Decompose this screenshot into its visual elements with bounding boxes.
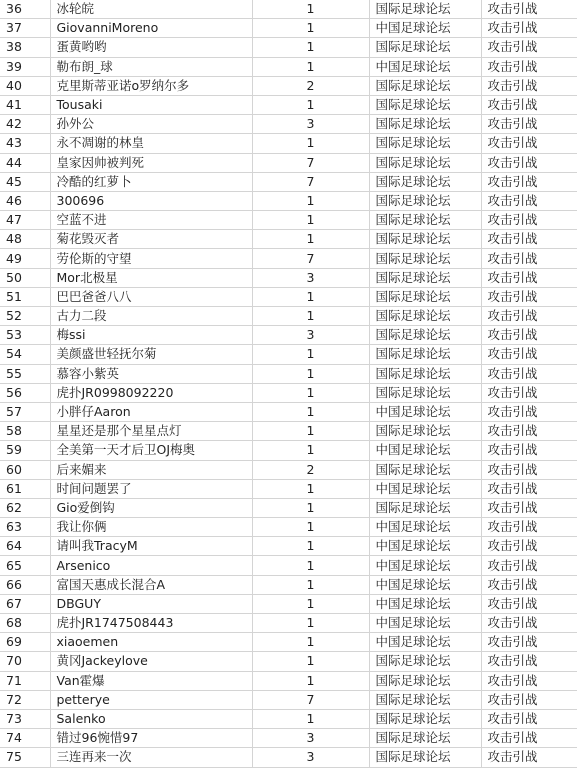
username-cell[interactable]: 永不凋谢的林皇 <box>50 134 252 153</box>
table-row <box>0 556 577 575</box>
count-cell[interactable]: 1 <box>252 498 369 517</box>
username-cell[interactable]: 冷酷的红萝卜 <box>50 172 252 191</box>
row-number-cell[interactable]: 57 <box>0 402 50 421</box>
forum-cell[interactable]: 国际足球论坛 <box>369 191 481 210</box>
table-row <box>0 326 577 345</box>
row-number-cell[interactable]: 47 <box>0 211 50 230</box>
table-row <box>0 709 577 728</box>
count-cell[interactable]: 1 <box>252 537 369 556</box>
row-number-cell[interactable]: 51 <box>0 287 50 306</box>
row-number-cell[interactable]: 36 <box>0 0 50 19</box>
row-number-cell[interactable]: 59 <box>0 441 50 460</box>
row-number-cell[interactable]: 75 <box>0 748 50 767</box>
table-row <box>0 230 577 249</box>
count-cell[interactable]: 1 <box>252 441 369 460</box>
count-cell[interactable]: 1 <box>252 364 369 383</box>
count-cell[interactable]: 1 <box>252 287 369 306</box>
forum-cell[interactable]: 中国足球论坛 <box>369 19 481 38</box>
forum-cell[interactable]: 国际足球论坛 <box>369 364 481 383</box>
username-cell[interactable]: Arsenico <box>50 556 252 575</box>
reason-cell[interactable]: 攻击引战 <box>481 268 577 287</box>
table-row <box>0 19 577 38</box>
count-cell[interactable]: 1 <box>252 518 369 537</box>
table-row <box>0 479 577 498</box>
count-cell[interactable]: 1 <box>252 422 369 441</box>
table-row <box>0 402 577 421</box>
row-number-cell[interactable]: 56 <box>0 383 50 402</box>
reason-cell[interactable]: 攻击引战 <box>481 633 577 652</box>
forum-cell[interactable]: 国际足球论坛 <box>369 326 481 345</box>
forum-cell[interactable]: 国际足球论坛 <box>369 498 481 517</box>
username-cell[interactable]: Van霍爆 <box>50 671 252 690</box>
reason-cell[interactable]: 攻击引战 <box>481 230 577 249</box>
table-row <box>0 594 577 613</box>
count-cell[interactable]: 1 <box>252 345 369 364</box>
forum-cell[interactable]: 中国足球论坛 <box>369 57 481 76</box>
table-row <box>0 287 577 306</box>
table-row <box>0 537 577 556</box>
reason-cell[interactable]: 攻击引战 <box>481 441 577 460</box>
forum-cell[interactable]: 国际足球论坛 <box>369 422 481 441</box>
reason-cell[interactable]: 攻击引战 <box>481 172 577 191</box>
forum-cell[interactable]: 中国足球论坛 <box>369 518 481 537</box>
forum-cell[interactable]: 国际足球论坛 <box>369 76 481 95</box>
forum-cell[interactable]: 中国足球论坛 <box>369 479 481 498</box>
row-number-cell[interactable]: 64 <box>0 537 50 556</box>
row-number-cell[interactable]: 61 <box>0 479 50 498</box>
reason-cell[interactable]: 攻击引战 <box>481 153 577 172</box>
count-cell[interactable]: 7 <box>252 172 369 191</box>
username-cell[interactable]: 我让你俩 <box>50 518 252 537</box>
row-number-cell[interactable]: 52 <box>0 307 50 326</box>
reason-cell[interactable]: 攻击引战 <box>481 614 577 633</box>
forum-cell[interactable]: 国际足球论坛 <box>369 345 481 364</box>
count-cell[interactable]: 1 <box>252 633 369 652</box>
username-cell[interactable]: 菊花毁灭者 <box>50 230 252 249</box>
forum-cell[interactable]: 国际足球论坛 <box>369 0 481 19</box>
username-cell[interactable]: 克里斯蒂亚诺o罗纳尔多 <box>50 76 252 95</box>
forum-cell[interactable]: 国际足球论坛 <box>369 307 481 326</box>
table-row <box>0 748 577 767</box>
table-row <box>0 211 577 230</box>
username-cell[interactable]: GiovanniMoreno <box>50 19 252 38</box>
count-cell[interactable]: 3 <box>252 268 369 287</box>
table-row <box>0 383 577 402</box>
username-cell[interactable]: 空蓝不进 <box>50 211 252 230</box>
forum-cell[interactable]: 国际足球论坛 <box>369 729 481 748</box>
row-number-cell[interactable]: 66 <box>0 575 50 594</box>
username-cell[interactable]: Gio爱倒钩 <box>50 498 252 517</box>
table-row <box>0 268 577 287</box>
forum-cell[interactable]: 国际足球论坛 <box>369 460 481 479</box>
username-cell[interactable]: petterye <box>50 690 252 709</box>
row-number-cell[interactable]: 54 <box>0 345 50 364</box>
row-number-cell[interactable]: 50 <box>0 268 50 287</box>
count-cell[interactable]: 7 <box>252 690 369 709</box>
reason-cell[interactable]: 攻击引战 <box>481 518 577 537</box>
row-number-cell[interactable]: 37 <box>0 19 50 38</box>
row-number-cell[interactable]: 38 <box>0 38 50 57</box>
count-cell[interactable]: 1 <box>252 594 369 613</box>
count-cell[interactable]: 1 <box>252 383 369 402</box>
count-cell[interactable]: 1 <box>252 38 369 57</box>
username-cell[interactable]: 后来媚来 <box>50 460 252 479</box>
table-row <box>0 134 577 153</box>
table-row <box>0 729 577 748</box>
username-cell[interactable]: 勒布朗_球 <box>50 57 252 76</box>
username-cell[interactable]: 300696 <box>50 191 252 210</box>
row-number-cell[interactable]: 39 <box>0 57 50 76</box>
count-cell[interactable]: 1 <box>252 134 369 153</box>
reason-cell[interactable]: 攻击引战 <box>481 671 577 690</box>
table-row <box>0 690 577 709</box>
forum-cell[interactable]: 国际足球论坛 <box>369 172 481 191</box>
username-cell[interactable]: xiaoemen <box>50 633 252 652</box>
count-cell[interactable]: 1 <box>252 191 369 210</box>
count-cell[interactable]: 1 <box>252 479 369 498</box>
username-cell[interactable]: 星星还是那个星星点灯 <box>50 422 252 441</box>
row-number-cell[interactable]: 55 <box>0 364 50 383</box>
count-cell[interactable]: 1 <box>252 575 369 594</box>
row-number-cell[interactable]: 53 <box>0 326 50 345</box>
table-row <box>0 518 577 537</box>
reason-cell[interactable]: 攻击引战 <box>481 57 577 76</box>
row-number-cell[interactable]: 58 <box>0 422 50 441</box>
count-cell[interactable]: 1 <box>252 307 369 326</box>
table-row <box>0 307 577 326</box>
count-cell[interactable]: 1 <box>252 402 369 421</box>
forum-cell[interactable]: 中国足球论坛 <box>369 575 481 594</box>
row-number-cell[interactable]: 70 <box>0 652 50 671</box>
username-cell[interactable]: 虎扑JR0998092220 <box>50 383 252 402</box>
reason-cell[interactable]: 攻击引战 <box>481 479 577 498</box>
reason-cell[interactable]: 攻击引战 <box>481 134 577 153</box>
username-cell[interactable]: 请叫我TracyM <box>50 537 252 556</box>
row-number-cell[interactable]: 62 <box>0 498 50 517</box>
row-number-cell[interactable]: 48 <box>0 230 50 249</box>
forum-cell[interactable]: 中国足球论坛 <box>369 402 481 421</box>
forum-cell[interactable]: 国际足球论坛 <box>369 249 481 268</box>
table-row <box>0 671 577 690</box>
reason-cell[interactable]: 攻击引战 <box>481 556 577 575</box>
row-number-cell[interactable]: 41 <box>0 95 50 114</box>
table-row <box>0 614 577 633</box>
username-cell[interactable]: 孙外公 <box>50 115 252 134</box>
reason-cell[interactable]: 攻击引战 <box>481 422 577 441</box>
forum-cell[interactable]: 国际足球论坛 <box>369 95 481 114</box>
count-cell[interactable]: 1 <box>252 0 369 19</box>
username-cell[interactable]: 古力二段 <box>50 307 252 326</box>
forum-cell[interactable]: 国际足球论坛 <box>369 134 481 153</box>
reason-cell[interactable]: 攻击引战 <box>481 383 577 402</box>
table-row <box>0 172 577 191</box>
table-row <box>0 153 577 172</box>
table-row <box>0 0 577 19</box>
forum-cell[interactable]: 国际足球论坛 <box>369 38 481 57</box>
table-row <box>0 498 577 517</box>
username-cell[interactable]: 三连再来一次 <box>50 748 252 767</box>
forum-cell[interactable]: 中国足球论坛 <box>369 633 481 652</box>
row-number-cell[interactable]: 63 <box>0 518 50 537</box>
reason-cell[interactable]: 攻击引战 <box>481 191 577 210</box>
username-cell[interactable]: 富国天惠成长混合A <box>50 575 252 594</box>
forum-cell[interactable]: 国际足球论坛 <box>369 671 481 690</box>
reason-cell[interactable]: 攻击引战 <box>481 76 577 95</box>
username-cell[interactable]: 黄冈Jackeylove <box>50 652 252 671</box>
table-row <box>0 633 577 652</box>
forum-cell[interactable]: 国际足球论坛 <box>369 652 481 671</box>
row-number-cell[interactable]: 69 <box>0 633 50 652</box>
table-row <box>0 95 577 114</box>
reason-cell[interactable]: 攻击引战 <box>481 594 577 613</box>
row-number-cell[interactable]: 73 <box>0 709 50 728</box>
forum-cell[interactable]: 国际足球论坛 <box>369 287 481 306</box>
reason-cell[interactable]: 攻击引战 <box>481 575 577 594</box>
forum-cell[interactable]: 国际足球论坛 <box>369 709 481 728</box>
count-cell[interactable]: 7 <box>252 153 369 172</box>
count-cell[interactable]: 3 <box>252 748 369 767</box>
username-cell[interactable]: 虎扑JR1747508443 <box>50 614 252 633</box>
username-cell[interactable]: 冰轮皖 <box>50 0 252 19</box>
username-cell[interactable]: Salenko <box>50 709 252 728</box>
count-cell[interactable]: 3 <box>252 326 369 345</box>
count-cell[interactable]: 3 <box>252 729 369 748</box>
reason-cell[interactable]: 攻击引战 <box>481 287 577 306</box>
count-cell[interactable]: 7 <box>252 249 369 268</box>
row-number-cell[interactable]: 46 <box>0 191 50 210</box>
reason-cell[interactable]: 攻击引战 <box>481 460 577 479</box>
count-cell[interactable]: 1 <box>252 556 369 575</box>
count-cell[interactable]: 1 <box>252 652 369 671</box>
username-cell[interactable]: 时间问题罢了 <box>50 479 252 498</box>
reason-cell[interactable]: 攻击引战 <box>481 211 577 230</box>
reason-cell[interactable]: 攻击引战 <box>481 345 577 364</box>
forum-cell[interactable]: 国际足球论坛 <box>369 748 481 767</box>
row-number-cell[interactable]: 60 <box>0 460 50 479</box>
reason-cell[interactable]: 攻击引战 <box>481 0 577 19</box>
row-number-cell[interactable]: 65 <box>0 556 50 575</box>
forum-cell[interactable]: 国际足球论坛 <box>369 211 481 230</box>
reason-cell[interactable]: 攻击引战 <box>481 307 577 326</box>
reason-cell[interactable]: 攻击引战 <box>481 95 577 114</box>
reason-cell[interactable]: 攻击引战 <box>481 537 577 556</box>
count-cell[interactable]: 1 <box>252 671 369 690</box>
reason-cell[interactable]: 攻击引战 <box>481 690 577 709</box>
username-cell[interactable]: 美颜盛世轻抚尔菊 <box>50 345 252 364</box>
username-cell[interactable]: DBGUY <box>50 594 252 613</box>
count-cell[interactable]: 1 <box>252 57 369 76</box>
forum-cell[interactable]: 中国足球论坛 <box>369 441 481 460</box>
row-number-cell[interactable]: 40 <box>0 76 50 95</box>
row-number-cell[interactable]: 49 <box>0 249 50 268</box>
row-number-cell[interactable]: 43 <box>0 134 50 153</box>
count-cell[interactable]: 1 <box>252 95 369 114</box>
count-cell[interactable]: 1 <box>252 614 369 633</box>
table-row <box>0 460 577 479</box>
forum-cell[interactable]: 国际足球论坛 <box>369 115 481 134</box>
count-cell[interactable]: 2 <box>252 76 369 95</box>
username-cell[interactable]: 全美第一天才后卫OJ梅奥 <box>50 441 252 460</box>
username-cell[interactable]: 慕容小紫英 <box>50 364 252 383</box>
username-cell[interactable]: 蛋黄哟哟 <box>50 38 252 57</box>
forum-cell[interactable]: 国际足球论坛 <box>369 153 481 172</box>
row-number-cell[interactable]: 42 <box>0 115 50 134</box>
count-cell[interactable]: 1 <box>252 230 369 249</box>
username-cell[interactable]: 巴巴爸爸八八 <box>50 287 252 306</box>
username-cell[interactable]: 皇家因帅被判死 <box>50 153 252 172</box>
username-cell[interactable]: 错过96惋惜97 <box>50 729 252 748</box>
count-cell[interactable]: 1 <box>252 709 369 728</box>
reason-cell[interactable]: 攻击引战 <box>481 326 577 345</box>
reason-cell[interactable]: 攻击引战 <box>481 402 577 421</box>
count-cell[interactable]: 1 <box>252 19 369 38</box>
reason-cell[interactable]: 攻击引战 <box>481 364 577 383</box>
row-number-cell[interactable]: 67 <box>0 594 50 613</box>
table-row <box>0 249 577 268</box>
reason-cell[interactable]: 攻击引战 <box>481 115 577 134</box>
reason-cell[interactable]: 攻击引战 <box>481 748 577 767</box>
row-number-cell[interactable]: 74 <box>0 729 50 748</box>
forum-cell[interactable]: 中国足球论坛 <box>369 594 481 613</box>
row-number-cell[interactable]: 71 <box>0 671 50 690</box>
count-cell[interactable]: 1 <box>252 211 369 230</box>
reason-cell[interactable]: 攻击引战 <box>481 709 577 728</box>
forum-cell[interactable]: 中国足球论坛 <box>369 537 481 556</box>
username-cell[interactable]: 劳伦斯的守望 <box>50 249 252 268</box>
count-cell[interactable]: 2 <box>252 460 369 479</box>
table-row <box>0 76 577 95</box>
table-row <box>0 441 577 460</box>
username-cell[interactable]: Mor北极星 <box>50 268 252 287</box>
username-cell[interactable]: 梅ssi <box>50 326 252 345</box>
reason-cell[interactable]: 攻击引战 <box>481 38 577 57</box>
forum-cell[interactable]: 中国足球论坛 <box>369 614 481 633</box>
table-row <box>0 57 577 76</box>
table-row <box>0 345 577 364</box>
forum-cell[interactable]: 国际足球论坛 <box>369 268 481 287</box>
table-row <box>0 115 577 134</box>
row-number-cell[interactable]: 44 <box>0 153 50 172</box>
table-row <box>0 38 577 57</box>
reason-cell[interactable]: 攻击引战 <box>481 498 577 517</box>
reason-cell[interactable]: 攻击引战 <box>481 249 577 268</box>
reason-cell[interactable]: 攻击引战 <box>481 729 577 748</box>
row-number-cell[interactable]: 72 <box>0 690 50 709</box>
forum-cell[interactable]: 国际足球论坛 <box>369 230 481 249</box>
row-number-cell[interactable]: 45 <box>0 172 50 191</box>
table-row <box>0 422 577 441</box>
reason-cell[interactable]: 攻击引战 <box>481 652 577 671</box>
username-cell[interactable]: Tousaki <box>50 95 252 114</box>
table-row <box>0 575 577 594</box>
reason-cell[interactable]: 攻击引战 <box>481 19 577 38</box>
username-cell[interactable]: 小胖仔Aaron <box>50 402 252 421</box>
forum-cell[interactable]: 国际足球论坛 <box>369 383 481 402</box>
table-row <box>0 364 577 383</box>
table-row <box>0 191 577 210</box>
forum-cell[interactable]: 中国足球论坛 <box>369 556 481 575</box>
row-number-cell[interactable]: 68 <box>0 614 50 633</box>
forum-cell[interactable]: 国际足球论坛 <box>369 690 481 709</box>
table-row <box>0 652 577 671</box>
count-cell[interactable]: 3 <box>252 115 369 134</box>
